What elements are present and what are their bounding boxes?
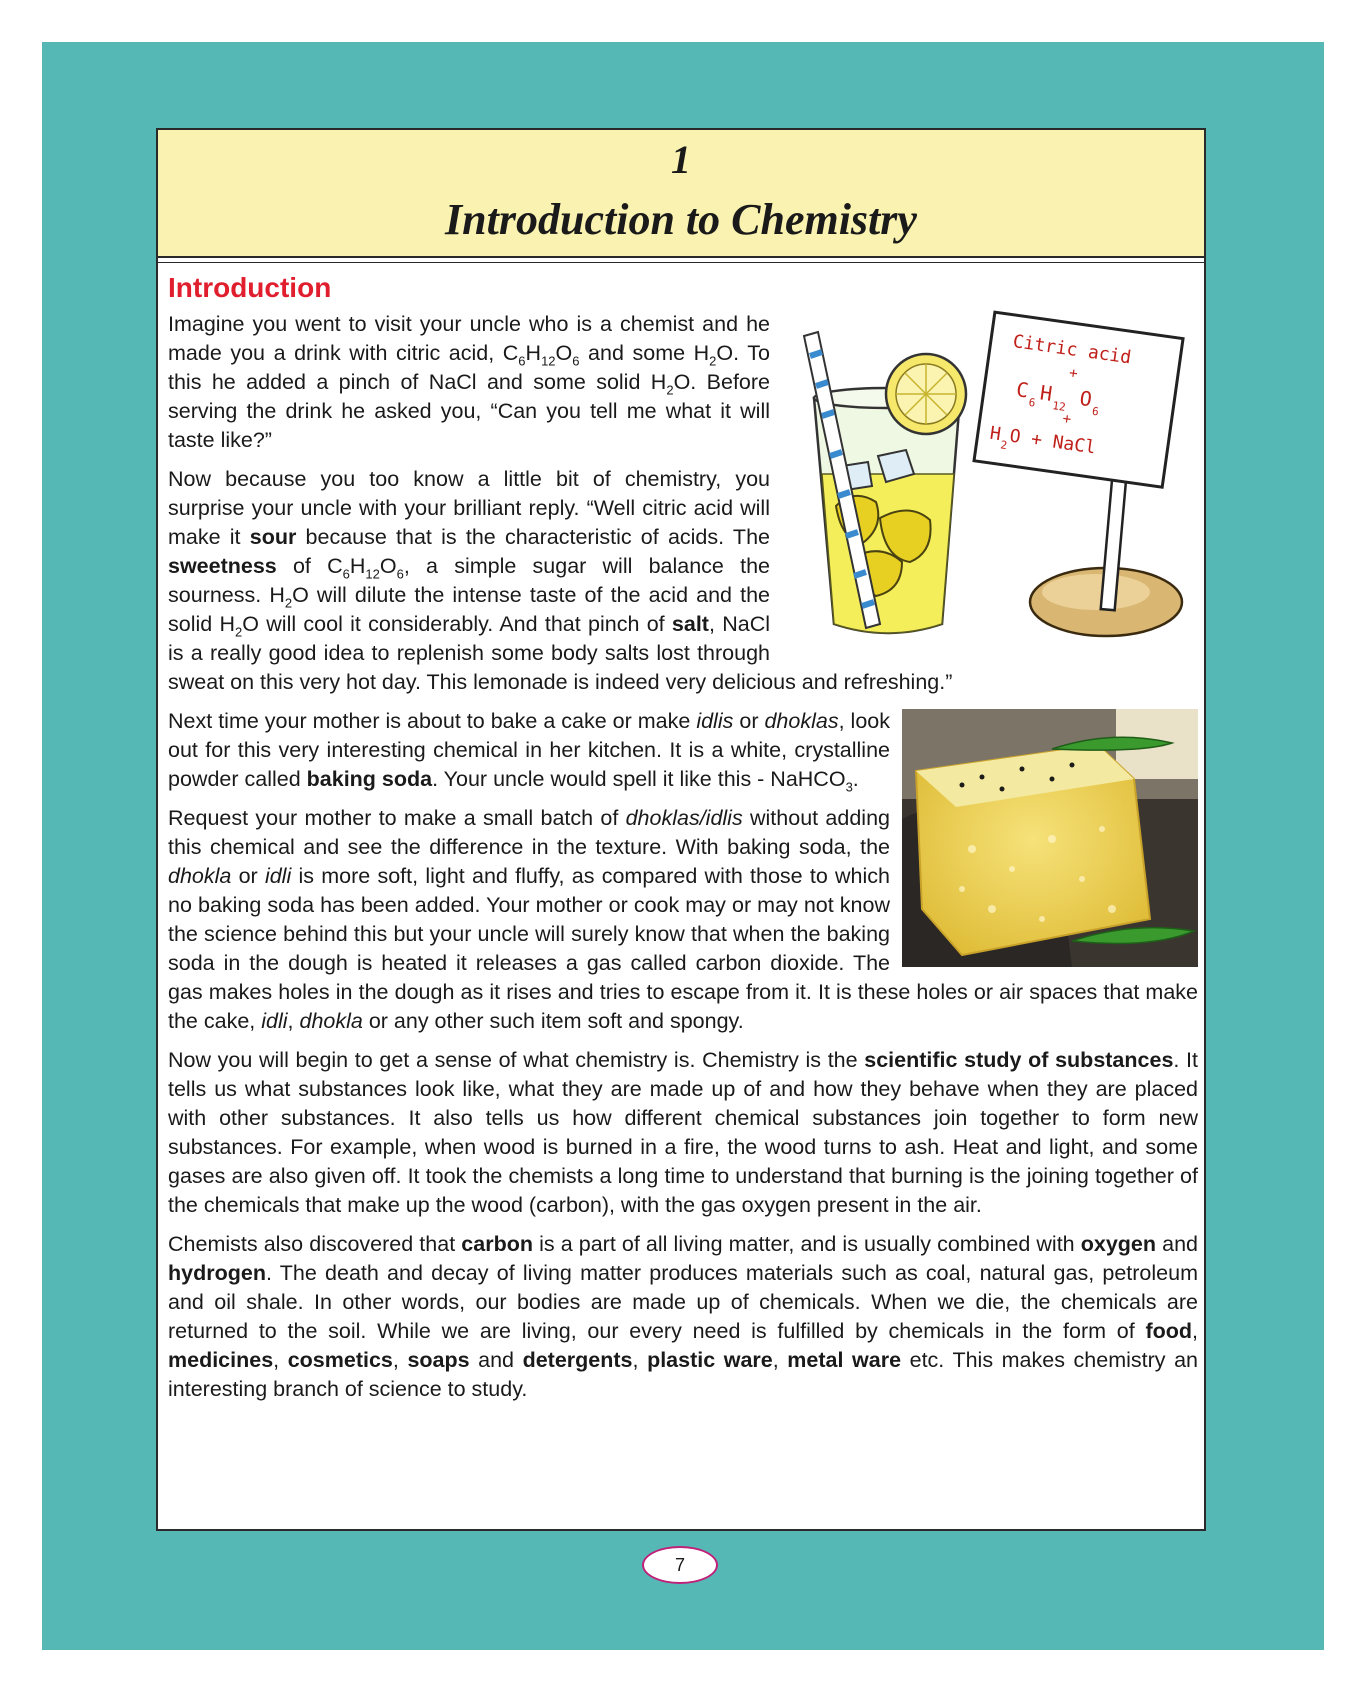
p3-text-5: . [852,767,859,791]
sign-plus2: + [1061,410,1073,428]
p6-bold-carbon: carbon [461,1232,533,1256]
p6-text-6: , [273,1348,288,1372]
sign-h2o-h: H [988,422,1003,446]
p6-bold-oxygen: oxygen [1080,1232,1157,1256]
sign-line1: Citric acid [1011,331,1133,369]
p1-text-1: Imagine you went to visit your uncle who is a chemist and he made you a drink with citric acid, C [168,312,770,365]
p1-text-6: O. Before serving the drink he asked you, “Can you tell me what it will taste like?” [168,370,771,452]
p4-text-5: , [287,1009,300,1033]
p1-text-2: H [525,341,542,365]
p2-bold-sweetness: sweetness [168,554,277,578]
p1-text-3: O [555,341,573,365]
p6-text-7: , [392,1348,408,1372]
p3-sub-1: 3 [845,779,853,795]
paragraph-6 [168,1230,1198,1404]
p4-text-6: or any other such item soft and spongy. [362,1009,744,1033]
p3-italic-idlis: idlis [696,709,734,733]
p6-bold-soaps: soaps [407,1348,470,1372]
sign-o-sub: 6 [1091,404,1100,419]
p2-text-6: , a simple sugar will balance the sourness. H [168,554,770,607]
p6-bold-medicines: medicines [168,1348,274,1372]
p4-text-3: or [231,864,265,888]
p3-text-4: . Your uncle would spell it like this - NaHCO [432,767,846,791]
p4-italic-2: dhokla [168,864,232,888]
p6-text-9: , [632,1348,648,1372]
p2-sub-5: 2 [235,624,243,640]
dhokla-image [902,709,1198,967]
p6-text-3: and [1156,1232,1198,1256]
p2-text-2: because that is the characteristic of acids. The [296,525,770,549]
p1-sub-5: 2 [666,382,674,398]
sign-plus1: + [1068,365,1079,383]
p3-bold-baking-soda: baking soda [306,767,433,791]
sign-o: O [1078,385,1094,412]
p4-italic-3: idli [264,864,292,888]
p6-text-4: . The death and decay of living matter produces materials such as coal, natural gas, petroleum and oil shale. In other words, our bodies are made up of chemicals. When we die, the chemicals are returned to the soil. While we are living, our every need is fulfilled by chemicals in the form of [168,1261,1198,1343]
p1-sub-2: 12 [541,353,556,369]
page-frame [156,128,1206,1531]
p2-text-3: of C [276,554,343,578]
chapter-title: Introduction to Chemistry [445,195,917,244]
sign-h2o-sub: 2 [999,438,1008,453]
p4-text-1: Request your mother to make a small batch of [168,806,626,830]
p2-text-9: , NaCl is a really good idea to replenish some body salts lost through sweat on this very hot day. This lemonade is indeed very delicious and refreshing.” [168,612,953,694]
p3-italic-dhoklas: dhoklas [764,709,839,733]
p2-bold-salt: salt [671,612,709,636]
p2-bold-sour: sour [249,525,297,549]
p5-bold-1: scientific study of substances [864,1048,1174,1072]
lemonade-illustration [784,306,1198,646]
p6-bold-cosmetics: cosmetics [287,1348,393,1372]
p4-italic-5: dhokla [299,1009,363,1033]
p3-text-3: , look out for this very interesting chemical in her kitchen. It is a white, crystalline powder called [168,709,890,791]
sign-c-sub: 6 [1027,395,1037,410]
chapter-number: 1 [671,137,691,182]
p6-bold-metal-ware: metal ware [787,1348,902,1372]
p6-text-11: etc [901,1348,939,1372]
chapter-header [158,130,1204,258]
p6-text-1: Chemists also discovered that [168,1232,462,1256]
p2-text-5: O [379,554,397,578]
section-heading: Introduction [168,272,332,303]
p6-text-12: . This makes chemistry an interesting branch of science to study. [168,1348,1198,1401]
sign-h-sub: 12 [1051,399,1067,414]
p6-bold-hydrogen: hydrogen [168,1261,266,1285]
p6-bold-plastic-ware: plastic ware [647,1348,773,1372]
p6-bold-detergents: detergents [522,1348,633,1372]
p6-bold-food: food [1145,1319,1193,1343]
p2-sub-3: 6 [396,566,404,582]
p1-sub-3: 6 [572,353,580,369]
p6-text-10: , [772,1348,788,1372]
p1-text-4: and some H [579,341,710,365]
p2-text-7: O will dilute the intense taste of the acid and the solid H [168,583,771,636]
p2-sub-1: 6 [342,566,350,582]
p5-text-2: . It tells us what substances look like, what they are made up of and how they behave when they are placed with other substances. It also tells us how different chemical substances join together to form new substances. For example, when wood is burned in a fire, the wood turns to ash. Heat and light, and some gases are also given off. It took the chemists a long time to understand that burning is the joining together of the chemicals that make up the wood (carbon), with the gas oxygen present in the air. [168,1048,1198,1217]
sign-h2o-rest: O + NaCl [1008,425,1098,459]
p1-text-5: O. To this he added a pinch of NaCl and some solid H [168,341,770,394]
p5-text-1: Now you will begin to get a sense of what chemistry is. Chemistry is the [168,1048,865,1072]
sign-c: C [1014,377,1031,403]
p2-text-1: Now because you too know a little bit of chemistry, you surprise your uncle with your brilliant reply. “Well citric acid will make it [168,467,770,549]
p3-text-2: or [733,709,765,733]
p6-text-2: is a part of all living matter, and is usually combined with [532,1232,1081,1256]
dhokla-photo [902,709,1198,967]
p2-sub-2: 12 [365,566,380,582]
p3-text-1: Next time your mother is about to bake a cake or make [168,709,697,733]
p6-text-8: and [469,1348,523,1372]
p1-sub-1: 6 [518,353,526,369]
lemonade-drawing [784,306,1198,646]
p4-text-2: without adding this chemical and see the difference in the texture. With baking soda, the [168,806,890,859]
page-number: 7 [642,1546,718,1584]
p1-sub-4: 2 [709,353,717,369]
p2-text-4: H [349,554,366,578]
p4-italic-1: dhoklas/idlis [625,806,743,830]
page-content [168,270,1198,1414]
sign-h: H [1038,380,1054,406]
p4-text-4: is more soft, light and fluffy, as compared with those to which no baking soda has been added. Your mother or cook may or may not know the science behind this but your uncle will surely know that when the baking soda in the dough is heated it releases a gas called carbon dioxide. The gas makes holes in the dough as it rises and tries to escape from it. It is these holes or air spaces that make the cake, [168,864,1198,1033]
p2-sub-4: 2 [284,595,293,611]
p4-italic-4: idli [261,1009,288,1033]
paragraph-5 [168,1046,1198,1220]
p6-text-5: , [1192,1319,1198,1343]
p2-text-8: O will cool it considerably. And that pinch of [242,612,672,636]
